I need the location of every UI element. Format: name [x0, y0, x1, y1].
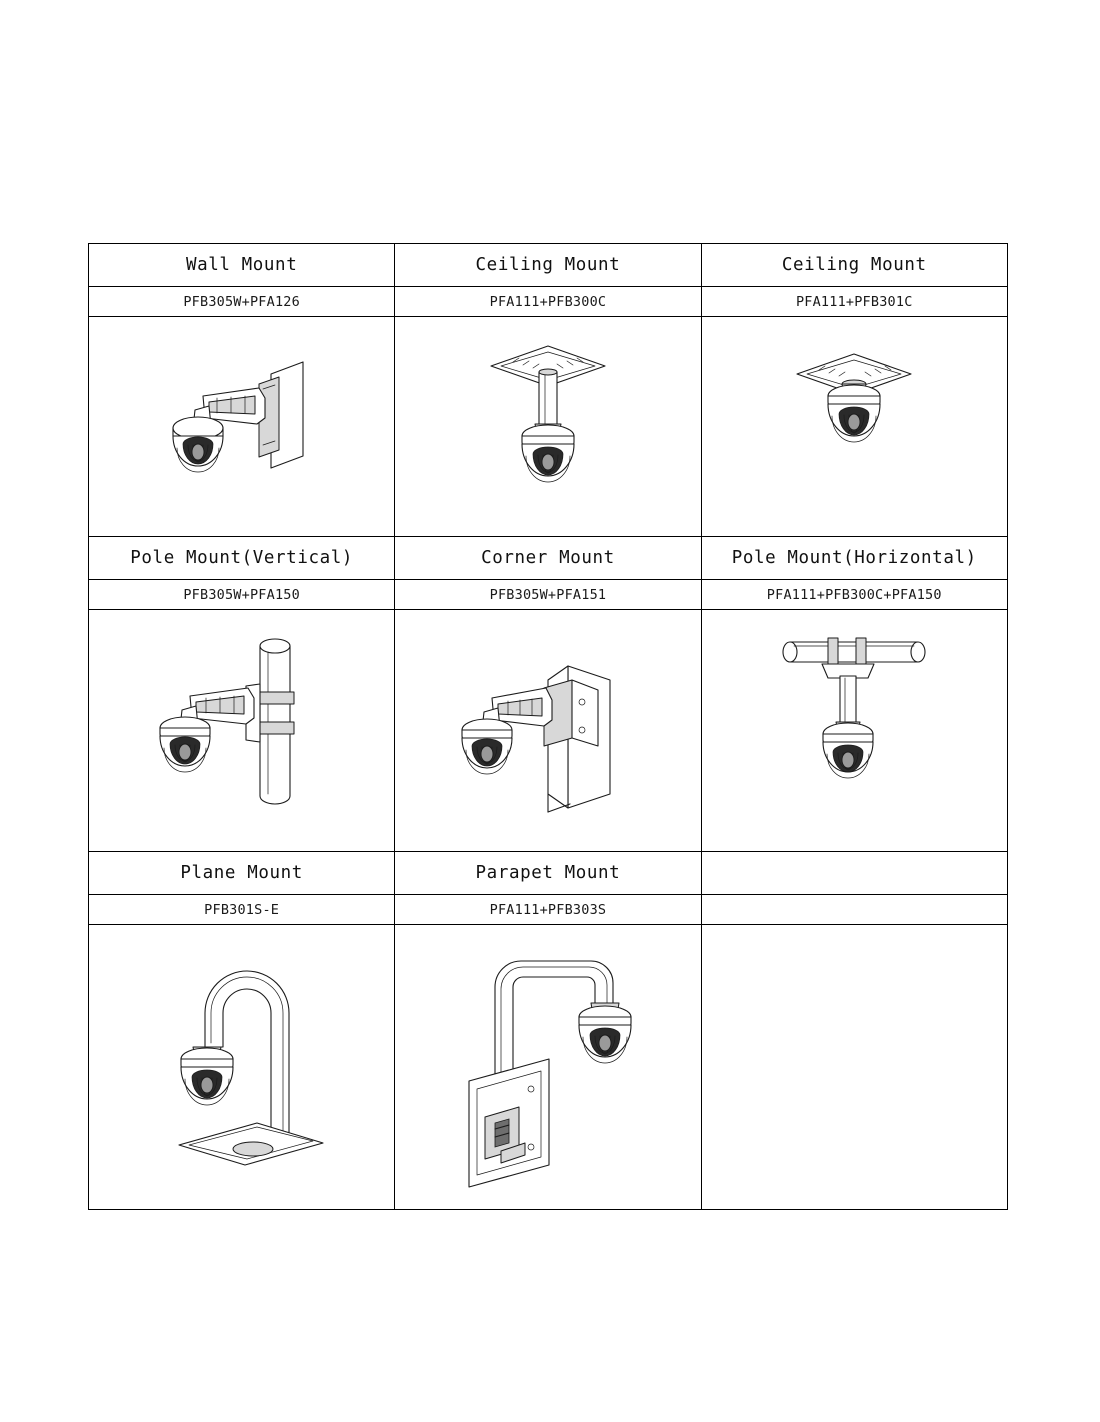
table-row — [89, 317, 1008, 537]
table-row — [89, 580, 1008, 610]
horizontal-pole-illustration — [754, 626, 954, 836]
table-row — [89, 895, 1008, 925]
mount-code-cell: PFB301S-E — [89, 895, 395, 925]
mount-figure-cell — [395, 610, 701, 852]
mount-title-cell: Parapet Mount — [395, 852, 701, 895]
ceiling-flush-camera-figure — [702, 317, 1007, 536]
mount-title-cell: Plane Mount — [89, 852, 395, 895]
mount-options-table-wrapper — [88, 243, 1004, 1210]
mount-code-cell: PFA111+PFB300C+PFA150 — [701, 580, 1007, 610]
mount-figure-cell — [89, 317, 395, 537]
mount-options-table — [88, 243, 1008, 1210]
mount-code-cell: PFB305W+PFA151 — [395, 580, 701, 610]
mount-code-cell: PFB305W+PFA126 — [89, 287, 395, 317]
ceiling-pendant-illustration — [453, 332, 643, 522]
mount-title-cell: Ceiling Mount — [701, 244, 1007, 287]
mount-code-cell: PFA111+PFB301C — [701, 287, 1007, 317]
corner-mount-illustration — [448, 626, 648, 836]
mount-figure-cell — [701, 317, 1007, 537]
table-row — [89, 537, 1008, 580]
mount-title-cell: Wall Mount — [89, 244, 395, 287]
corner-mount-camera-figure — [395, 610, 700, 851]
horizontal-pole-mount-camera-figure — [702, 610, 1007, 851]
vertical-pole-illustration — [142, 626, 342, 836]
mount-code-cell: PFA111+PFB300C — [395, 287, 701, 317]
table-row — [89, 852, 1008, 895]
plane-gooseneck-illustration — [127, 937, 357, 1197]
mount-title-cell: Ceiling Mount — [395, 244, 701, 287]
empty-cell — [701, 895, 1007, 925]
mount-title-cell: Corner Mount — [395, 537, 701, 580]
wall-mount-illustration — [147, 332, 337, 522]
mount-figure-cell — [701, 610, 1007, 852]
mount-figure-cell — [89, 925, 395, 1210]
table-row — [89, 925, 1008, 1210]
mount-code-cell: PFB305W+PFA150 — [89, 580, 395, 610]
ceiling-flush-illustration — [759, 332, 949, 522]
empty-cell — [701, 852, 1007, 895]
vertical-pole-mount-camera-figure — [89, 610, 394, 851]
empty-cell — [701, 925, 1007, 1210]
plane-gooseneck-mount-camera-figure — [89, 925, 394, 1209]
table-row — [89, 610, 1008, 852]
mount-title-cell: Pole Mount(Vertical) — [89, 537, 395, 580]
ceiling-pendant-camera-figure — [395, 317, 700, 536]
table-row — [89, 287, 1008, 317]
table-row — [89, 244, 1008, 287]
parapet-gooseneck-mount-camera-figure — [395, 925, 700, 1209]
mount-figure-cell — [89, 610, 395, 852]
mount-figure-cell — [395, 925, 701, 1210]
wall-mount-bracket-camera-figure — [89, 317, 394, 536]
mount-title-cell: Pole Mount(Horizontal) — [701, 537, 1007, 580]
mount-figure-cell — [395, 317, 701, 537]
parapet-gooseneck-illustration — [433, 937, 663, 1197]
mount-code-cell: PFA111+PFB303S — [395, 895, 701, 925]
